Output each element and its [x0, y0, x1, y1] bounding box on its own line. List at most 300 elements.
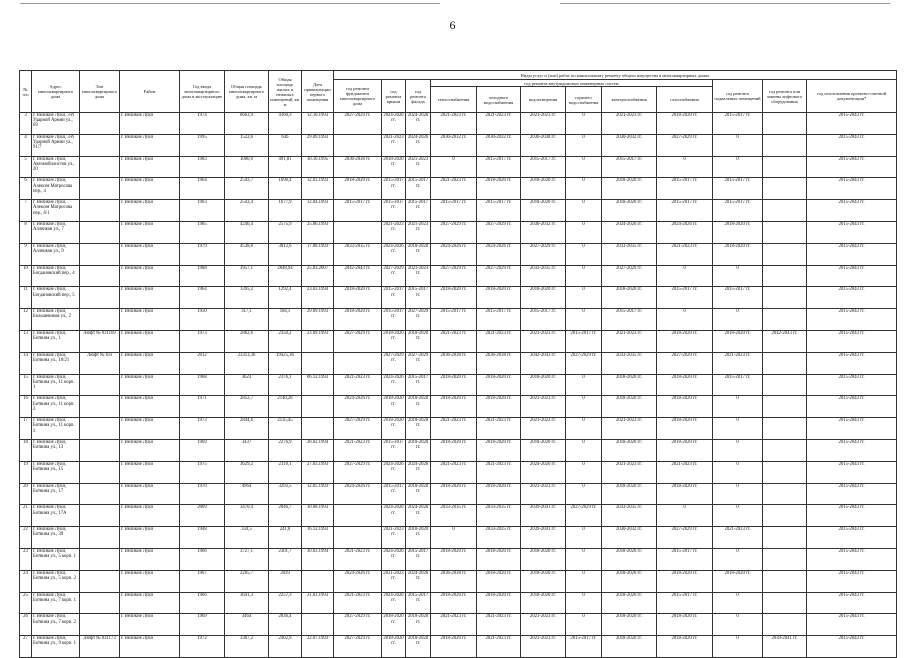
- cell-type: [80, 570, 120, 592]
- cell-elevator: [763, 243, 807, 265]
- cell-foundation: 2027-2029 гг.: [334, 418, 382, 440]
- cell-living-area: 2350,2: [269, 330, 302, 352]
- cell-facade: 2015-2017 гг.: [406, 287, 431, 309]
- cell-priv-date: 12.04.1993: [302, 200, 334, 222]
- cell-foundation: 2021-2023 гг.: [334, 439, 382, 461]
- cell-gas: 2024-2026 гг.: [657, 221, 713, 243]
- cell-priv-date: [302, 614, 334, 636]
- cell-cold-water: 2018-2020 гг.: [477, 287, 521, 309]
- cell-hot-water: 0: [566, 287, 602, 309]
- cell-roof: 2015-2017 гг.: [382, 178, 406, 200]
- cell-foundation: 2027-2029 гг.: [334, 330, 382, 352]
- cell-heating: 2036-2038 гг.: [431, 570, 477, 592]
- cell-num: 10: [20, 265, 32, 287]
- cell-district: г. Великие Луки: [120, 636, 180, 658]
- cell-priv-date: 21.03.1993: [302, 592, 334, 614]
- cell-foundation: 2021-2023 гг.: [334, 548, 382, 570]
- cell-district: г. Великие Луки: [120, 243, 180, 265]
- cell-address: г. Великие Луки, Алексея Матросова пер., 4: [32, 178, 80, 200]
- cell-heating: 2033-2035 гг.: [431, 505, 477, 527]
- cell-foundation: 2021-2023 гг.: [334, 592, 382, 614]
- cell-living-area: 3293,5: [269, 483, 302, 505]
- cell-total-area: 2543,4: [225, 200, 269, 222]
- cell-address: г. Великие Луки, Богдановский пер., 4: [32, 265, 80, 287]
- cell-basement: 0: [713, 418, 763, 440]
- cell-hot-water: 0: [566, 439, 602, 461]
- cell-priv-date: 12.10.1993: [302, 113, 334, 135]
- cell-year: 1964: [180, 178, 225, 200]
- cell-living-area: 636: [269, 134, 302, 156]
- cell-heating: 2015-2017 гг.: [431, 200, 477, 222]
- cell-total-area: 1000,9: [225, 156, 269, 178]
- header-address: Адрес многоквартирного дома: [32, 71, 80, 113]
- cell-hot-water: 0: [566, 483, 602, 505]
- cell-num: 7: [20, 200, 32, 222]
- cell-roof: 2015-2017 гг.: [382, 483, 406, 505]
- cell-total-area: 2844,6: [225, 418, 269, 440]
- cell-type: [80, 614, 120, 636]
- cell-priv-date: 27.03.1993: [302, 461, 334, 483]
- cell-num: 5: [20, 156, 32, 178]
- header-roof: год ремонта крыши: [382, 80, 406, 113]
- cell-total-area: 2862,6: [225, 330, 269, 352]
- cell-sewerage: 2015-2017 гг.: [521, 309, 566, 331]
- cell-gas: 2015-2017 гг.: [657, 178, 713, 200]
- cell-address: г. Великие Луки, Ботвина ул., 15: [32, 461, 80, 483]
- header-heating: теплоснабжения: [431, 87, 477, 113]
- cell-electricity: 2018-2020 гг.: [602, 439, 657, 461]
- cell-total-area: 3623: [225, 374, 269, 396]
- cell-electricity: 2021-2023 гг.: [602, 113, 657, 135]
- header-hot-water: горячего водоснабжения: [566, 87, 602, 113]
- cell-priv-date: 29.09.1993: [302, 309, 334, 331]
- cell-facade: 2024-2026 гг.: [406, 113, 431, 135]
- cell-sewerage: 2021-2023 гг.: [521, 396, 566, 418]
- cell-heating: 2021-2023 гг.: [431, 461, 477, 483]
- cell-elevator: [763, 439, 807, 461]
- cell-hot-water: 2015-2017 гг.: [566, 330, 602, 352]
- header-foundation: год ремонта фундамента многоквартирного дома: [334, 80, 382, 113]
- cell-roof: 2024-2026 гг.: [382, 548, 406, 570]
- cell-design: 2015-2043 гг.: [807, 113, 897, 135]
- cell-type: [80, 134, 120, 156]
- table-row: [20, 483, 897, 505]
- header-district: Район: [120, 71, 180, 113]
- cell-living-area: 184,1: [269, 309, 302, 331]
- page-number: 6: [449, 18, 456, 32]
- cell-year: 1967: [180, 570, 225, 592]
- cell-hot-water: 0: [566, 396, 602, 418]
- cell-design: 2015-2043 гг.: [807, 614, 897, 636]
- cell-living-area: 1690,4: [269, 178, 302, 200]
- cell-electricity: 2024-2026 гг.: [602, 221, 657, 243]
- cell-type: Люфт № 031169: [80, 330, 120, 352]
- cell-sewerage: 2030-2032 гг.: [521, 221, 566, 243]
- cell-living-area: 2046,7: [269, 505, 302, 527]
- cell-address: г. Великие Луки, Ботвина ул., 9 корп. 1: [32, 636, 80, 658]
- cell-gas: 2018-2020 гг.: [657, 418, 713, 440]
- cell-hot-water: 0: [566, 156, 602, 178]
- cell-address: г. Великие Луки, Ботвина ул., 17: [32, 483, 80, 505]
- cell-heating: 2027-2029 гг.: [431, 265, 477, 287]
- cell-sewerage: 2018-2020 гг.: [521, 592, 566, 614]
- cell-district: г. Великие Луки: [120, 418, 180, 440]
- cell-address: г. Великие Луки, Ботвина ул., 13: [32, 439, 80, 461]
- cell-type: [80, 309, 120, 331]
- cell-electricity: 2018-2020 гг.: [602, 592, 657, 614]
- cell-heating: 2027-2029 гг.: [431, 221, 477, 243]
- cell-address: г. Великие Луки, Автомобилистов ул., 20: [32, 156, 80, 178]
- cell-electricity: 2021-2023 гг.: [602, 418, 657, 440]
- cell-design: 2015-2043 гг.: [807, 505, 897, 527]
- cell-facade: 2015-2017 гг.: [406, 548, 431, 570]
- cell-total-area: 6663,9: [225, 113, 269, 135]
- cell-cold-water: 2036-2038 гг.: [477, 352, 521, 374]
- cell-living-area: 1677,9: [269, 200, 302, 222]
- cell-priv-date: [302, 352, 334, 374]
- cell-heating: 2021-2023 гг.: [431, 113, 477, 135]
- cell-gas: 2015-2017 гг.: [657, 200, 713, 222]
- cell-heating: 2018-2020 гг.: [431, 287, 477, 309]
- cell-electricity: 2018-2020 гг.: [602, 570, 657, 592]
- table-row: [20, 461, 897, 483]
- cell-address: г. Великие Луки, Большевиков ул., 2: [32, 309, 80, 331]
- cell-gas: 0: [657, 156, 713, 178]
- cell-design: 2015-2043 гг.: [807, 374, 897, 396]
- header-basement: год ремонта подвальных помещений: [713, 80, 763, 113]
- cell-num: 3: [20, 113, 32, 135]
- cell-type: [80, 527, 120, 549]
- cell-design: 2015-2043 гг.: [807, 418, 897, 440]
- cell-num: 17: [20, 418, 32, 440]
- cell-design: 2015-2043 гг.: [807, 330, 897, 352]
- cell-cold-water: 2015-2017 гг.: [477, 200, 521, 222]
- cell-hot-water: 0: [566, 614, 602, 636]
- cell-facade: 2018-2020 гг.: [406, 418, 431, 440]
- cell-district: г. Великие Луки: [120, 265, 180, 287]
- cell-electricity: 2015-2017 гг.: [602, 156, 657, 178]
- cell-priv-date: 17.08.1993: [302, 243, 334, 265]
- cell-foundation: 2018-2020 гг.: [334, 309, 382, 331]
- cell-living-area: 2836,4: [269, 614, 302, 636]
- cell-total-area: 317,1: [225, 309, 269, 331]
- cell-basement: 0: [713, 505, 763, 527]
- cell-foundation: 2021-2023 гг.: [334, 374, 382, 396]
- table-row: [20, 396, 897, 418]
- cell-sewerage: 2018-2020 гг.: [521, 178, 566, 200]
- cell-basement: 0: [713, 614, 763, 636]
- cell-basement: 2021-2023 гг.: [713, 352, 763, 374]
- cell-facade: 2018-2020 гг.: [406, 614, 431, 636]
- cell-elevator: [763, 374, 807, 396]
- cell-address: г. Великие Луки, Ботвина ул., 11 корп. 1: [32, 374, 80, 396]
- cell-living-area: 2402,9: [269, 636, 302, 658]
- cell-facade: 2015-2017 гг.: [406, 592, 431, 614]
- cell-priv-date: 12.05.1993: [302, 483, 334, 505]
- cell-district: г. Великие Луки: [120, 178, 180, 200]
- cell-gas: 0: [657, 505, 713, 527]
- cell-priv-date: 10.08.1993: [302, 505, 334, 527]
- header-sewerage: водоотведения: [521, 87, 566, 113]
- cell-address: г. Великие Луки, Аллеиков ул., 7: [32, 221, 80, 243]
- cell-year: 1974: [180, 113, 225, 135]
- cell-year: 1995: [180, 134, 225, 156]
- cell-hot-water: 0: [566, 134, 602, 156]
- cell-priv-date: 28.02.1994: [302, 439, 334, 461]
- cell-living-area: 4160,3: [269, 113, 302, 135]
- cell-address: г. Великие Луки, Ботвина ул., 17А: [32, 505, 80, 527]
- cell-type: [80, 396, 120, 418]
- cell-cold-water: 2027-2029 гг.: [477, 265, 521, 287]
- cell-gas: 2021-2023 гг.: [657, 461, 713, 483]
- cell-roof: 2024-2026 гг.: [382, 461, 406, 483]
- cell-priv-date: 25.06.1993: [302, 221, 334, 243]
- cell-hot-water: 0: [566, 570, 602, 592]
- cell-basement: 2018-2020 гг.: [713, 243, 763, 265]
- cell-electricity: 2027-2029 гг.: [602, 265, 657, 287]
- header-electricity: электроснабжения: [602, 87, 657, 113]
- cell-elevator: [763, 287, 807, 309]
- table-row: [20, 592, 897, 614]
- cell-year: 1963: [180, 200, 225, 222]
- header-gas: газоснабжения: [657, 87, 713, 113]
- header-year: Год ввода многоквартирного дома в эксплуатацию: [180, 71, 225, 113]
- cell-electricity: 2030-2032 гг.: [602, 134, 657, 156]
- cell-sewerage: 2021-2023 гг.: [521, 113, 566, 135]
- cell-type: [80, 287, 120, 309]
- cell-basement: 2015-2017 гг.: [713, 200, 763, 222]
- header-num: № п/п: [20, 71, 32, 113]
- cell-design: 2015-2043 гг.: [807, 156, 897, 178]
- cell-num: 18: [20, 439, 32, 461]
- cell-foundation: 2024-2026 гг.: [334, 483, 382, 505]
- cell-num: 9: [20, 243, 32, 265]
- cell-foundation: [334, 505, 382, 527]
- cell-living-area: 1292,4: [269, 287, 302, 309]
- cell-total-area: 23313,36: [225, 352, 269, 374]
- cell-district: г. Великие Луки: [120, 156, 180, 178]
- header-engineering-group: год ремонта внутридомовых инженерных систем: [431, 80, 713, 87]
- cell-design: 2015-2043 гг.: [807, 200, 897, 222]
- cell-living-area: 2848,94: [269, 265, 302, 287]
- cell-electricity: 2018-2020 гг.: [602, 178, 657, 200]
- cell-type: [80, 592, 120, 614]
- cell-foundation: 2036-2038 гг.: [334, 156, 382, 178]
- cell-priv-date: 23.03.1994: [302, 287, 334, 309]
- header-total-area: Общая площадь многоквартирного дома, кв. м: [225, 71, 269, 113]
- cell-electricity: 2015-2017 гг.: [602, 309, 657, 331]
- cell-year: 1971: [180, 396, 225, 418]
- cell-address: г. Великие Луки, Ботвина ул., 10/21: [32, 352, 80, 374]
- cell-type: [80, 156, 120, 178]
- cell-address: г. Великие Луки, Ботвина ул., 1: [32, 330, 80, 352]
- cell-electricity: 2018-2020 гг.: [602, 614, 657, 636]
- table-row: [20, 439, 897, 461]
- cell-district: г. Великие Луки: [120, 505, 180, 527]
- cell-facade: 2024-2026 гг.: [406, 134, 431, 156]
- cell-elevator: [763, 592, 807, 614]
- table-row: [20, 287, 897, 309]
- cell-cold-water: 2021-2023 гг.: [477, 461, 521, 483]
- cell-sewerage: 2021-2023 гг.: [521, 330, 566, 352]
- cell-total-area: 4246,4: [225, 221, 269, 243]
- cell-priv-date: 16.12.1993: [302, 527, 334, 549]
- cell-roof: 2024-2026 гг.: [382, 505, 406, 527]
- cell-address: г. Великие Луки, Ботвина ул., 7 корп. 1: [32, 592, 80, 614]
- cell-cold-water: 2021-2023 гг.: [477, 418, 521, 440]
- cell-hot-water: 0: [566, 461, 602, 483]
- top-edge-scan-mark-right: [560, 3, 890, 4]
- cell-sewerage: 2015-2017 гг.: [521, 156, 566, 178]
- cell-year: 1964: [180, 287, 225, 309]
- cell-living-area: 19425,36: [269, 352, 302, 374]
- cell-design: 2015-2043 гг.: [807, 221, 897, 243]
- cell-hot-water: 0: [566, 309, 602, 331]
- cell-living-area: 2276,9: [269, 439, 302, 461]
- header-cold-water: холодного водоснабжения: [477, 87, 521, 113]
- cell-num: 11: [20, 287, 32, 309]
- cell-year: 1948: [180, 527, 225, 549]
- cell-gas: 2027-2029 гг.: [657, 527, 713, 549]
- cell-total-area: 359,5: [225, 527, 269, 549]
- cell-electricity: 2018-2020 гг.: [602, 200, 657, 222]
- cell-electricity: 2018-2020 гг.: [602, 287, 657, 309]
- cell-living-area: 2140,28: [269, 396, 302, 418]
- cell-num: 26: [20, 614, 32, 636]
- cell-facade: 2015-2017 гг.: [406, 178, 431, 200]
- cell-type: [80, 548, 120, 570]
- cell-elevator: [763, 134, 807, 156]
- cell-facade: 2018-2020 гг.: [406, 330, 431, 352]
- cell-total-area: 3367,2: [225, 636, 269, 658]
- table-row: [20, 200, 897, 222]
- cell-heating: 2018-2020 гг.: [431, 636, 477, 658]
- cell-total-area: 3957,1: [225, 265, 269, 287]
- cell-year: 1966: [180, 548, 225, 570]
- cell-priv-date: 10.10.1995: [302, 156, 334, 178]
- cell-electricity: 2033-2035 гг.: [602, 352, 657, 374]
- cell-gas: 2015-2017 гг.: [657, 592, 713, 614]
- cell-foundation: 2027-2029 гг.: [334, 614, 382, 636]
- cell-design: 2015-2043 гг.: [807, 636, 897, 658]
- cell-living-area: 2575,9: [269, 221, 302, 243]
- cell-type: [80, 483, 120, 505]
- cell-elevator: [763, 483, 807, 505]
- cell-gas: 2021-2023 гг.: [657, 243, 713, 265]
- cell-basement: 2015-2017 гг.: [713, 287, 763, 309]
- cell-year: 2012: [180, 352, 225, 374]
- cell-foundation: 2033-2035 гг.: [334, 243, 382, 265]
- table-body: [20, 113, 897, 658]
- cell-heating: 2018-2020 гг.: [431, 483, 477, 505]
- cell-hot-water: 0: [566, 243, 602, 265]
- cell-cold-water: 2018-2020 гг.: [477, 396, 521, 418]
- cell-total-area: 1395,2: [225, 287, 269, 309]
- cell-basement: 0: [713, 134, 763, 156]
- cell-basement: 2015-2017 гг.: [713, 374, 763, 396]
- cell-heating: 0: [431, 527, 477, 549]
- cell-facade: 2018-2020 гг.: [406, 439, 431, 461]
- cell-type: [80, 461, 120, 483]
- cell-hot-water: 2027-2029 гг.: [566, 352, 602, 374]
- cell-num: 4: [20, 134, 32, 156]
- cell-total-area: 3629,2: [225, 461, 269, 483]
- cell-cold-water: 2030-2032 гг.: [477, 134, 521, 156]
- cell-gas: 2027-2029 гг.: [657, 352, 713, 374]
- cell-design: 2015-2043 гг.: [807, 439, 897, 461]
- cell-facade: 2015-2017 гг.: [406, 374, 431, 396]
- cell-facade: 2021-2023 гг.: [406, 265, 431, 287]
- cell-sewerage: 2021-2023 гг.: [521, 636, 566, 658]
- cell-basement: 2021-2023 гг.: [713, 527, 763, 549]
- cell-cold-water: 2018-2020 гг.: [477, 483, 521, 505]
- cell-gas: 2018-2020 гг.: [657, 570, 713, 592]
- cell-heating: 2018-2020 гг.: [431, 374, 477, 396]
- cell-basement: 2015-2017 гг.: [713, 178, 763, 200]
- cell-cold-water: 2018-2020 гг.: [477, 570, 521, 592]
- cell-address: г. Великие Луки, 3-й Ударной Армии ул., 69: [32, 113, 80, 135]
- cell-heating: 2018-2020 гг.: [431, 439, 477, 461]
- cell-type: [80, 243, 120, 265]
- cell-year: 1983: [180, 156, 225, 178]
- cell-sewerage: 2018-2020 гг.: [521, 439, 566, 461]
- cell-electricity: 2018-2020 гг.: [602, 396, 657, 418]
- cell-total-area: 1522,6: [225, 134, 269, 156]
- table-row: [20, 527, 897, 549]
- cell-district: г. Великие Луки: [120, 527, 180, 549]
- cell-heating: 0: [431, 156, 477, 178]
- cell-cold-water: 2033-2035 гг.: [477, 527, 521, 549]
- cell-design: 2015-2043 гг.: [807, 483, 897, 505]
- cell-cold-water: 2015-2017 гг.: [477, 156, 521, 178]
- cell-sewerage: 2027-2029 гг.: [521, 243, 566, 265]
- cell-district: г. Великие Луки: [120, 461, 180, 483]
- cell-elevator: [763, 527, 807, 549]
- cell-sewerage: 2018-2020 гг.: [521, 200, 566, 222]
- cell-sewerage: 2021-2023 гг.: [521, 614, 566, 636]
- cell-num: 16: [20, 396, 32, 418]
- cell-design: 2015-2043 гг.: [807, 265, 897, 287]
- cell-num: 6: [20, 178, 32, 200]
- cell-heating: 2024-2026 гг.: [431, 243, 477, 265]
- cell-living-area: 241,8: [269, 527, 302, 549]
- table-row: [20, 614, 897, 636]
- cell-roof: 2018-2020 гг.: [382, 396, 406, 418]
- cell-facade: 2018-2020 гг.: [406, 243, 431, 265]
- table-row: [20, 221, 897, 243]
- cell-elevator: [763, 113, 807, 135]
- cell-num: 15: [20, 374, 32, 396]
- cell-address: г. Великие Луки, Ботвина ул., 5 корп. 1: [32, 548, 80, 570]
- table-row: [20, 156, 897, 178]
- cell-elevator: [763, 352, 807, 374]
- table-row: [20, 570, 897, 592]
- cell-facade: 2024-2026 гг.: [406, 461, 431, 483]
- cell-hot-water: 0: [566, 548, 602, 570]
- cell-sewerage: 2024-2026 гг.: [521, 461, 566, 483]
- cell-living-area: 2257,3: [269, 592, 302, 614]
- cell-roof: 2027-2029 гг.: [382, 265, 406, 287]
- cell-cold-water: 2033-2035 гг.: [477, 505, 521, 527]
- cell-year: 1969: [180, 614, 225, 636]
- cell-basement: 2018-2020 гг.: [713, 330, 763, 352]
- cell-heating: 2021-2023 гг.: [431, 614, 477, 636]
- cell-electricity: 2018-2020 гг.: [602, 374, 657, 396]
- cell-design: 2015-2043 гг.: [807, 178, 897, 200]
- cell-design: 2015-2043 гг.: [807, 548, 897, 570]
- table-row: [20, 352, 897, 374]
- cell-electricity: 2018-2020 гг.: [602, 483, 657, 505]
